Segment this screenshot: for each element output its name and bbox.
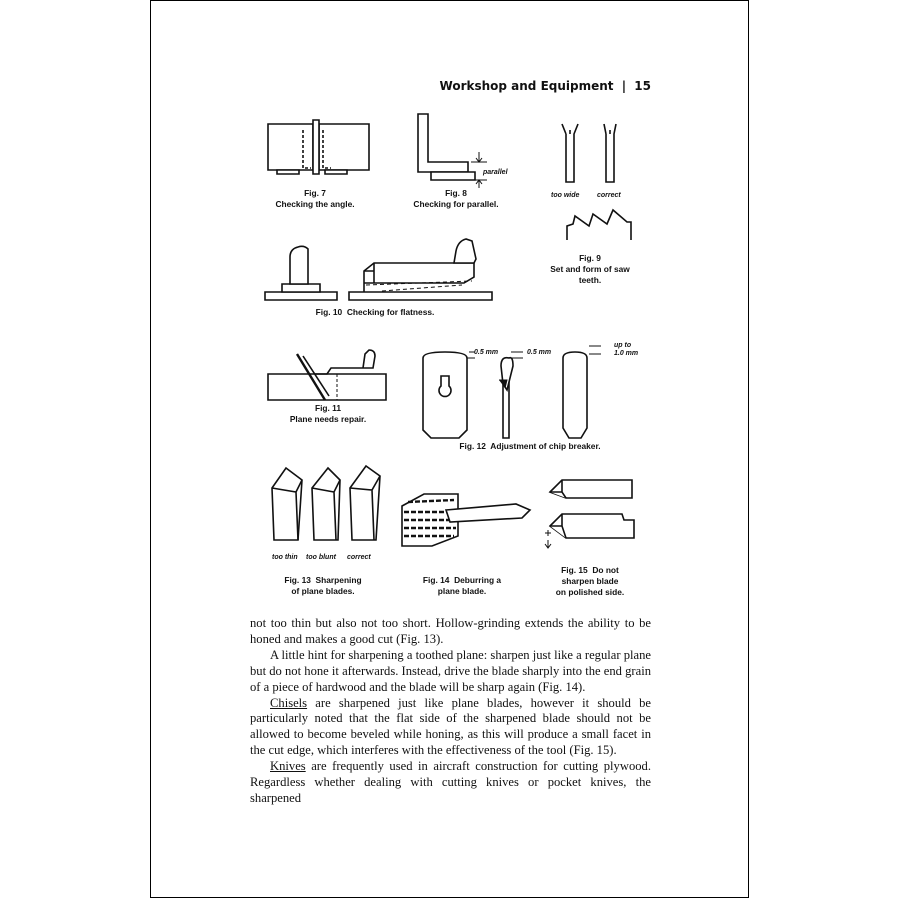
fig15-caption (530, 565, 650, 598)
fig12-label-b: 0.5 mm (527, 349, 552, 356)
fig15-text-2: sharpen blade (561, 576, 619, 586)
fig13-number: Fig. 13 (284, 575, 311, 585)
fig14-caption (402, 575, 522, 597)
fig8-caption (396, 188, 516, 210)
header-separator: | (621, 79, 627, 93)
fig9-caption (535, 253, 645, 286)
fig13-text-1: Sharpening (315, 575, 362, 585)
fig9-too-wide-label: too wide (551, 192, 580, 199)
paragraph-4-text: are frequently used in aircraft construction for cutting plywood. Regardless whether dealing with cutting knives or pocket knives, the sharpened (250, 759, 651, 805)
fig14-number: Fig. 14 (422, 575, 450, 585)
fig13-text-2: of plane blades. (291, 586, 355, 596)
fig12-illustration (415, 340, 620, 440)
fig9-text-1: Set and form of saw (550, 264, 630, 274)
fig8-text: Checking for parallel. (413, 199, 499, 209)
fig12-label-c (614, 342, 638, 358)
fig9-correct-label: correct (597, 192, 621, 199)
fig12-caption (440, 441, 620, 452)
fig11-illustration (265, 348, 390, 404)
term-chisels: Chisels (270, 695, 308, 710)
fig11-caption (268, 403, 388, 425)
fig15-illustration (542, 478, 640, 550)
fig10-number: Fig. 10 (315, 307, 343, 317)
fig8-illustration (413, 110, 503, 188)
fig8-parallel-label: parallel (483, 169, 508, 176)
body-text (250, 616, 651, 807)
fig15-text-3: on polished side. (555, 587, 625, 597)
fig12-label-a: 0.5 mm (474, 349, 499, 356)
fig12-text: Adjustment of chip breaker. (490, 441, 601, 451)
fig10-caption (290, 307, 460, 318)
fig9-saw-teeth-profile (565, 208, 633, 242)
fig13-illustration (268, 462, 388, 544)
fig13-too-thin-label: too thin (272, 554, 298, 561)
running-header (250, 79, 651, 93)
fig9-text-2: teeth. (578, 275, 602, 285)
fig13-caption (258, 575, 388, 597)
paragraph-3 (250, 696, 651, 760)
fig9-saw-teeth-side (558, 120, 628, 185)
fig10-text: Checking for flatness. (346, 307, 435, 317)
fig14-text-1: Deburring a (454, 575, 502, 585)
term-knives: Knives (270, 759, 306, 774)
fig7-number: Fig. 7 (304, 188, 326, 198)
page-number: 15 (634, 79, 651, 93)
paragraph-4 (250, 759, 651, 807)
fig15-text-1: Do not (592, 565, 619, 575)
fig7-caption (255, 188, 375, 210)
paragraph-1: not too thin but also not too short. Hollow-grinding extends the ability to be honed and makes a good cut (Fig. 13). (250, 616, 651, 646)
fig13-correct-label: correct (347, 554, 371, 561)
fig13-too-blunt-label: too blunt (306, 554, 336, 561)
paragraph-3-text: are sharpened just like plane blades, however it should be particularly noted that the flat side of the sharpened blade should not be allowed to become beveled while honing, as this will produce a small facet in the cut edge, which interferes with the effectiveness of the tool (Fig. 15). (250, 695, 651, 758)
fig12-label-c-line1: up to (614, 342, 632, 349)
paragraph-2: A little hint for sharpening a toothed plane: sharpen just like a regular plane but do not hone it afterwards. Instead, drive the blade sharply into the end grain of a piece of hardwood and the blade will be sharp again (Fig. 14). (250, 647, 651, 694)
fig7-illustration (265, 120, 375, 182)
fig7-text: Checking the angle. (275, 199, 355, 209)
fig12-number: Fig. 12 (459, 441, 486, 451)
fig9-number: Fig. 9 (579, 253, 601, 263)
fig11-number: Fig. 11 (314, 403, 342, 413)
fig11-text: Plane needs repair. (289, 414, 367, 424)
fig14-text-2: plane blade. (437, 586, 487, 596)
fig14-illustration (398, 492, 533, 548)
section-title: Workshop and Equipment (439, 79, 614, 93)
fig10-illustration (262, 235, 497, 305)
fig8-number: Fig. 8 (445, 188, 467, 198)
fig15-number: Fig. 15 (561, 565, 588, 575)
fig12-label-c-line2: 1.0 mm (614, 350, 639, 357)
